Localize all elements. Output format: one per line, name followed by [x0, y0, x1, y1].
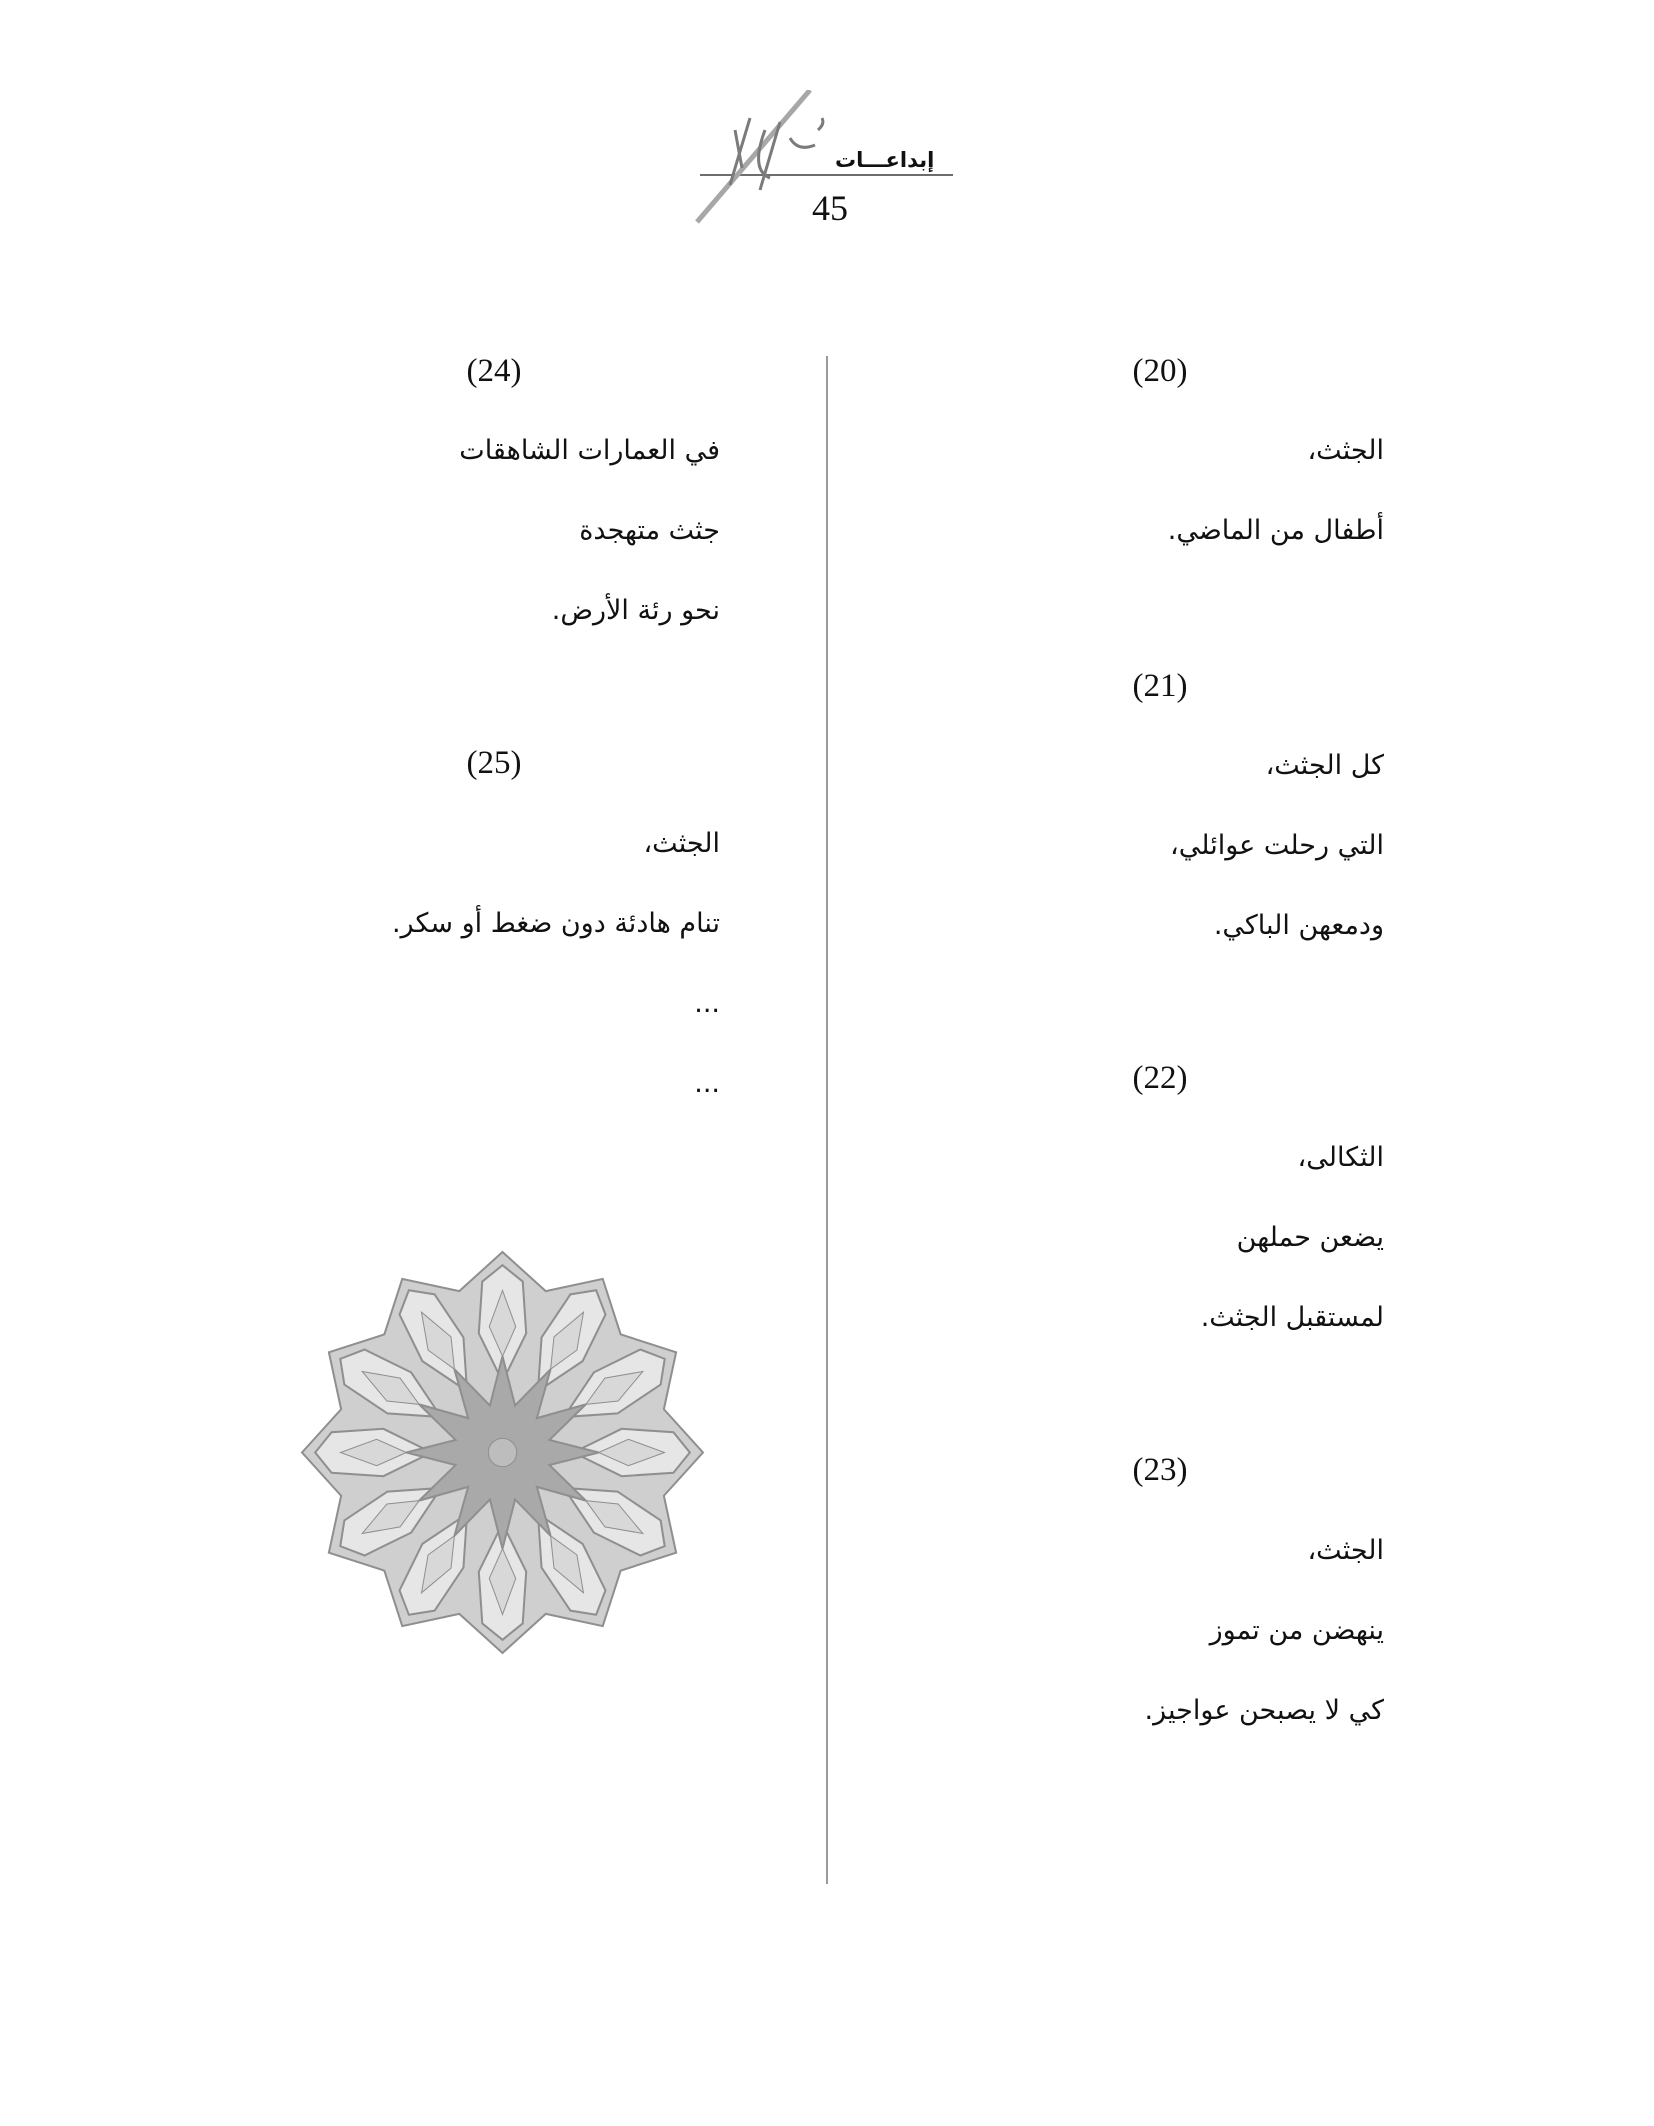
verse-line: ودمعهن الباكي. — [1213, 910, 1384, 941]
verse-line: كي لا يصبحن عواجيز. — [1144, 1695, 1384, 1726]
column-divider — [826, 356, 828, 1884]
page-header — [690, 90, 970, 270]
verse-line: كل الجثث، — [1265, 750, 1384, 781]
logo-word: إبداعـــات — [835, 148, 935, 172]
verse-line: أطفال من الماضي. — [1167, 515, 1384, 546]
verse-line: ... — [694, 1068, 720, 1099]
verse-line: الجثث، — [1307, 435, 1384, 466]
verse-line: تنام هادئة دون ضغط أو سكر. — [391, 908, 720, 939]
verse-line: لمستقبل الجثث. — [1200, 1302, 1384, 1333]
page-number: 45 — [812, 188, 848, 228]
verse-line: في العمارات الشاهقات — [459, 435, 720, 466]
stanza-number: (23) — [1132, 1452, 1188, 1488]
verse-line: ينهضن من تموز — [1209, 1615, 1384, 1646]
stanza-number: (21) — [1132, 668, 1188, 704]
magazine-logo-icon — [690, 90, 970, 270]
verse-line: جثث متهجدة — [579, 515, 720, 546]
stanza-number: (24) — [466, 353, 522, 389]
verse-line: الثكالى، — [1297, 1142, 1384, 1173]
stanza-number: (20) — [1132, 353, 1188, 389]
stanza-number: (25) — [466, 745, 522, 781]
geometric-star-rosette-icon — [300, 1250, 705, 1655]
verse-line: نحو رئة الأرض. — [551, 595, 720, 626]
verse-line: الجثث، — [643, 828, 720, 859]
stanza-number: (22) — [1132, 1060, 1188, 1096]
verse-line: ... — [694, 988, 720, 1019]
verse-line: الجثث، — [1307, 1535, 1384, 1566]
verse-line: يضعن حملهن — [1236, 1222, 1384, 1253]
verse-line: التي رحلت عوائلي، — [1170, 830, 1384, 861]
